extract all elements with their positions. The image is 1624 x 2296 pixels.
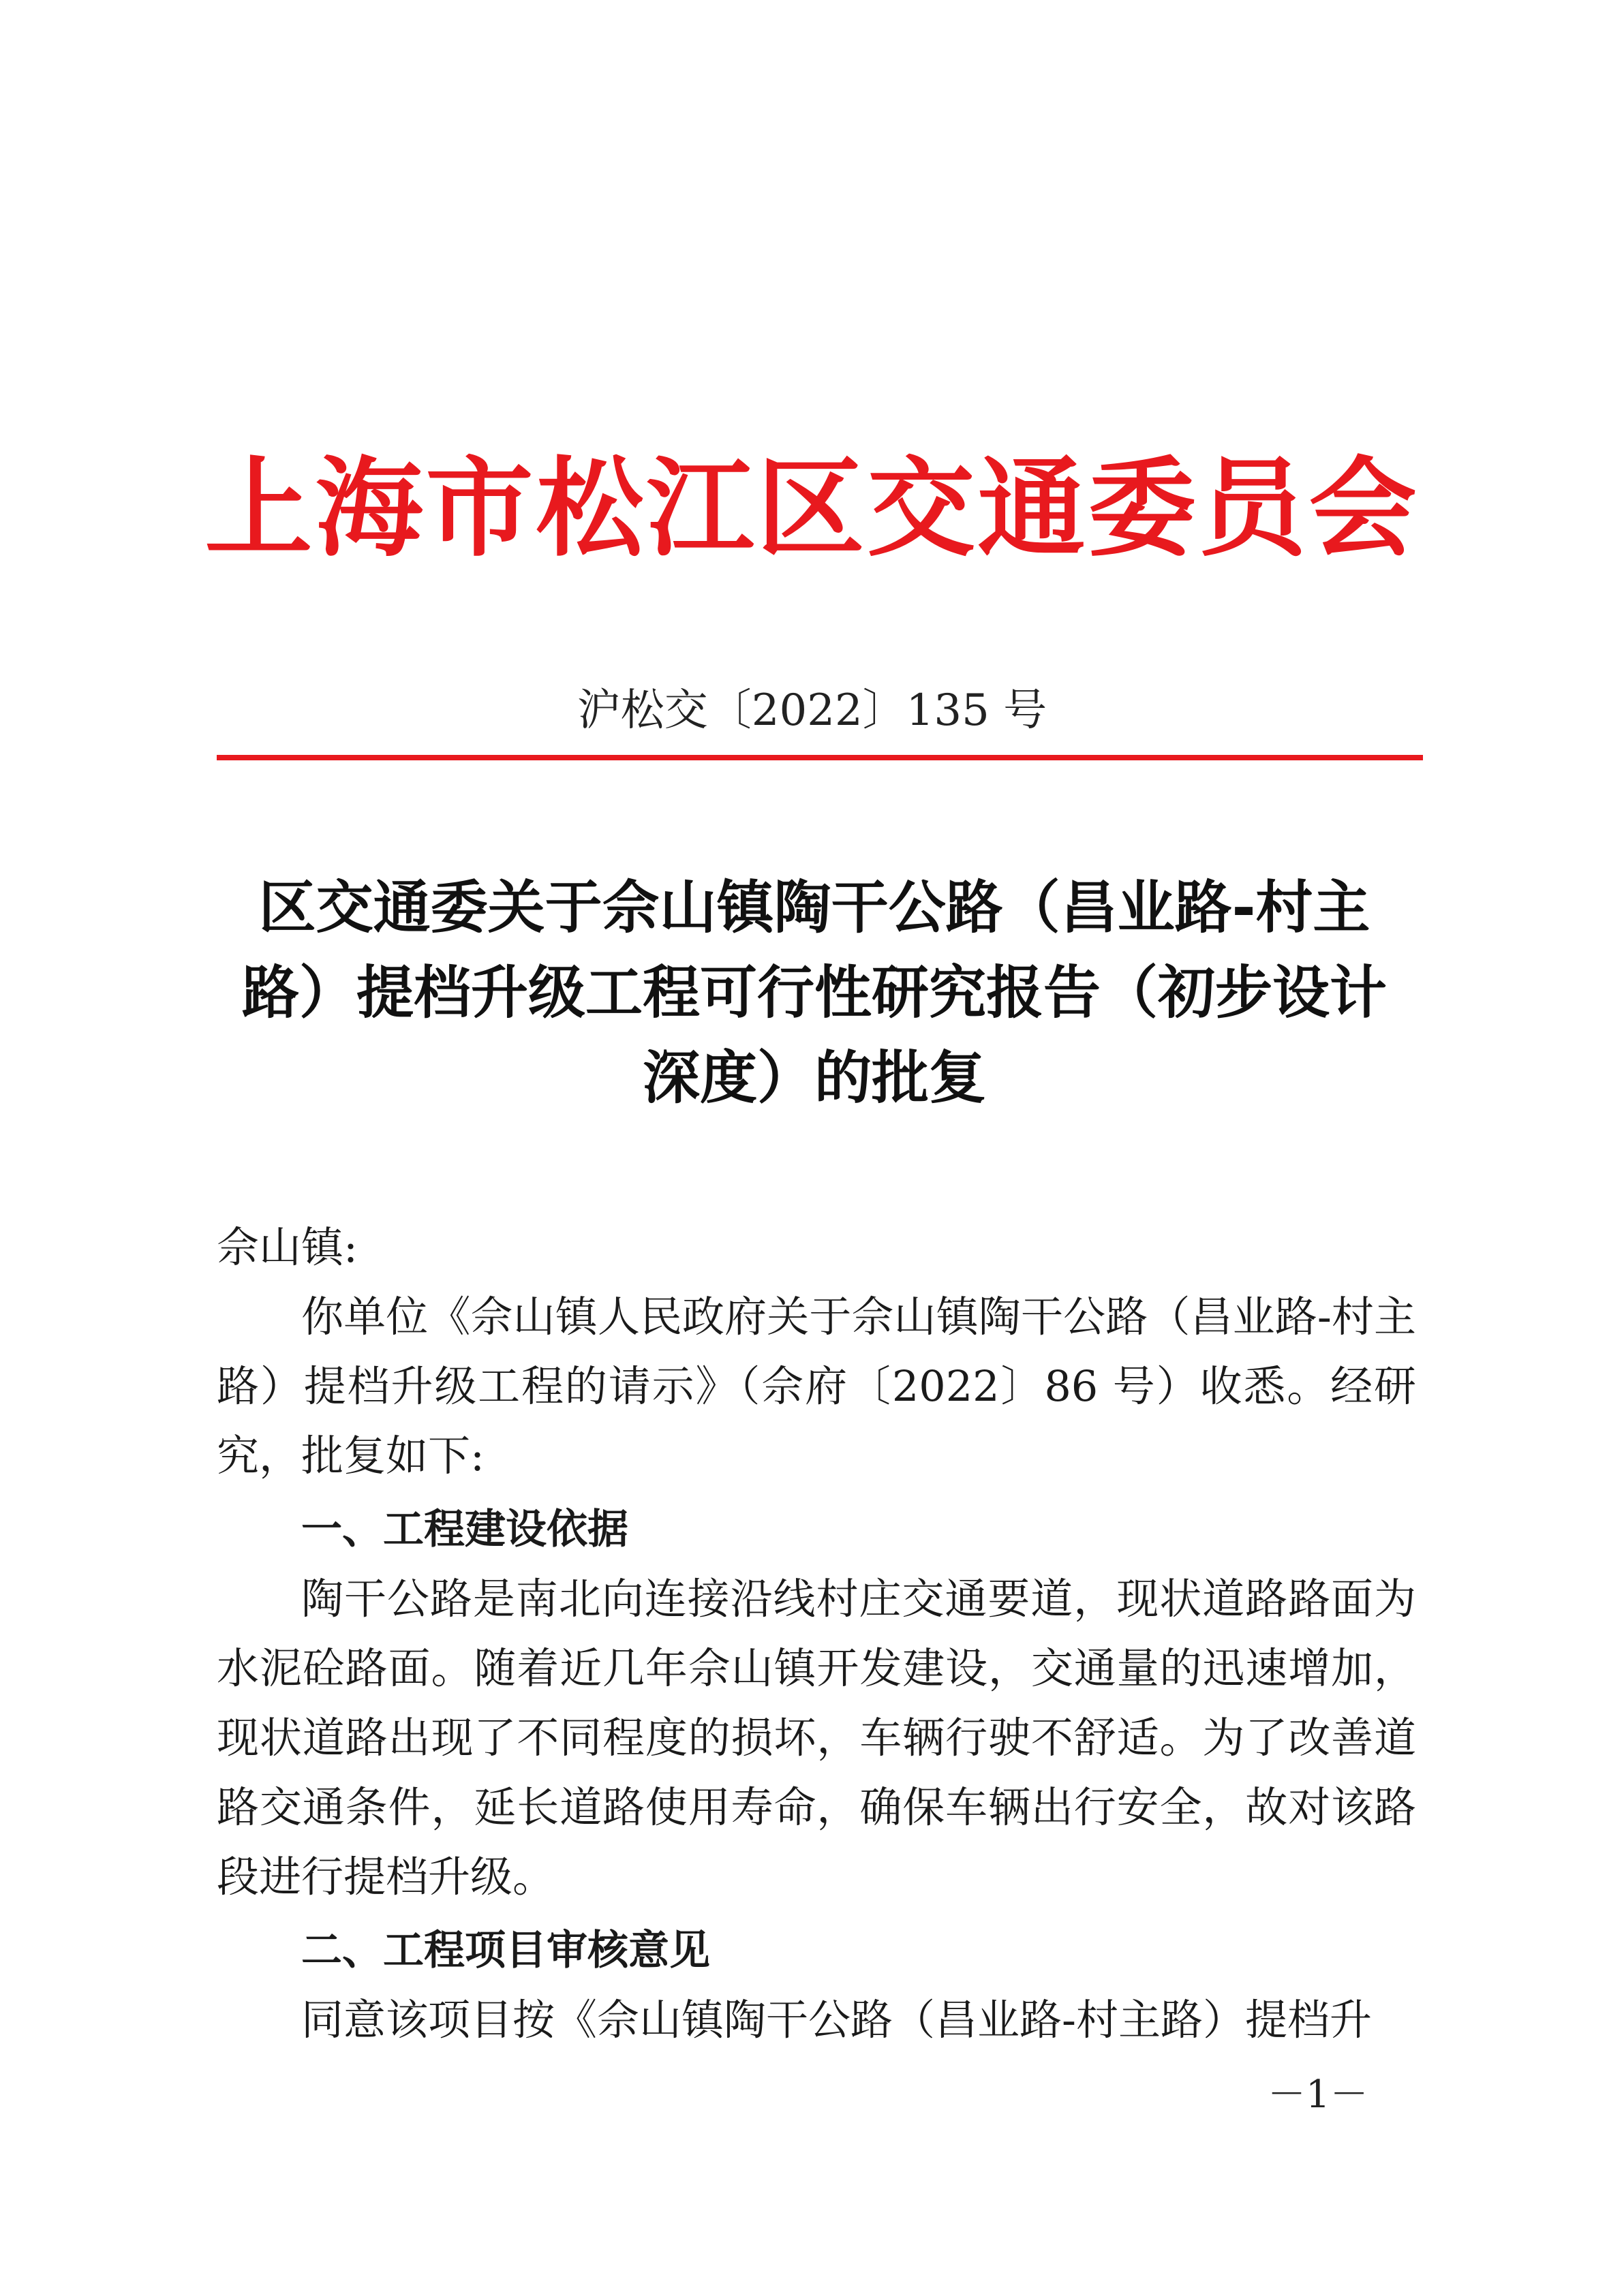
document-title [204, 865, 1424, 1121]
section-2-heading: 二、工程项目审核意见 [301, 1927, 710, 1974]
red-divider-line [217, 755, 1423, 760]
document-number: 沪松交〔2022〕135 号 [577, 685, 1047, 736]
title-line-2: 路）提档升级工程可行性研究报告（初步设计 [241, 959, 1387, 1026]
document-body [217, 1213, 1416, 2055]
salutation: 佘山镇: [217, 1222, 358, 1272]
section-1-paragraph: 陶干公路是南北向连接沿线村庄交通要道，现状道路路面为水泥砼路面。随着近几年佘山镇开发建设，交通量的迅速增加，现状道路出现了不同程度的损坏，车辆行驶不舒适。为了改善道路交通条件，延长道路使用寿命，确保车辆出行安全，故对该路段进行提档升级。 [217, 1574, 1416, 1902]
section-1-heading: 一、工程建设依据 [301, 1506, 628, 1553]
masthead-title: 上海市松江区交通委员会 [204, 446, 1420, 572]
title-line-3: 深度）的批复 [642, 1044, 986, 1111]
section-2-paragraph: 同意该项目按《佘山镇陶干公路（昌业路-村主路）提档升 [301, 1995, 1372, 2045]
intro-paragraph: 你单位《佘山镇人民政府关于佘山镇陶干公路（昌业路-村主路）提档升级工程的请示》（佘府〔2022〕86 号）收悉。经研究，批复如下: [217, 1292, 1416, 1480]
title-line-1: 区交通委关于佘山镇陶干公路（昌业路-村主 [258, 874, 1370, 941]
page-number: －1－ [1268, 2073, 1368, 2117]
